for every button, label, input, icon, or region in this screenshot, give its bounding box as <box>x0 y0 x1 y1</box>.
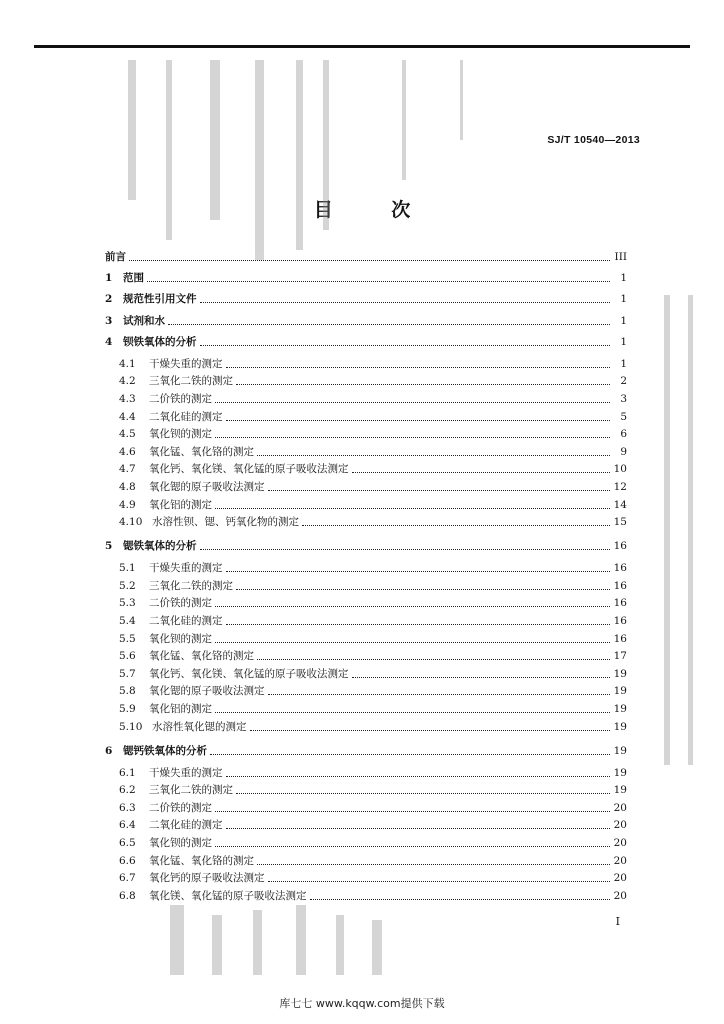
toc-entry-number: 6.4 <box>119 819 136 832</box>
toc-entry-page: 19 <box>613 784 627 797</box>
toc-entry-title: 干燥失重的测定 <box>149 766 223 779</box>
toc-dot-leader <box>257 864 610 865</box>
toc-dot-leader <box>200 549 611 550</box>
toc-entry-title: 二氧化硅的测定 <box>149 615 223 627</box>
toc-section-entry[interactable] <box>119 496 627 512</box>
toc-entry-title: 氧化锰、氧化铬的测定 <box>149 650 254 663</box>
toc-entry-page: 20 <box>613 889 627 902</box>
toc-dot-leader <box>268 881 611 882</box>
toc-entry-number: 3 <box>105 314 113 327</box>
toc-entry-title: 氧化锰、氧化铬的测定 <box>149 854 254 867</box>
toc-entry-page: 3 <box>620 393 627 405</box>
toc-entry-title: 二氧化硅的测定 <box>149 410 223 423</box>
toc-section-entry[interactable] <box>119 700 627 716</box>
toc-dot-leader <box>226 624 611 625</box>
toc-entry-number: 4.9 <box>119 498 136 511</box>
toc-dot-leader <box>215 606 610 607</box>
toc-section-entry[interactable] <box>119 372 627 388</box>
toc-entry-number: 5.1 <box>119 562 136 575</box>
toc-section-entry[interactable] <box>119 665 627 681</box>
toc-chapter-entry[interactable] <box>105 742 627 758</box>
toc-entry-number: 6.3 <box>119 801 136 814</box>
toc-dot-leader <box>226 776 611 777</box>
toc-entry-title: 干燥失重的测定 <box>149 357 223 370</box>
toc-dot-leader <box>310 899 611 900</box>
toc-entry-title: 二价铁的测定 <box>149 801 212 814</box>
toc-entry-page: 19 <box>613 720 627 733</box>
toc-dot-leader <box>215 642 610 643</box>
toc-entry-page: 1 <box>620 293 627 306</box>
toc-dot-leader <box>147 281 610 282</box>
toc-entry-page: 20 <box>613 872 627 885</box>
toc-dot-leader <box>226 420 611 421</box>
toc-dot-leader <box>215 811 610 812</box>
toc-entry-title: 水溶性钡、锶、钙氧化物的测定 <box>152 516 299 529</box>
top-rule <box>34 45 690 48</box>
toc-entry-page: 1 <box>620 272 627 285</box>
toc-chapter-entry[interactable] <box>105 248 627 264</box>
toc-entry-title: 二氧化硅的测定 <box>149 819 223 832</box>
toc-entry-number: 4 <box>105 335 113 348</box>
toc-chapter-entry[interactable] <box>105 290 627 306</box>
toc-section-entry[interactable] <box>119 594 627 610</box>
toc-section-entry[interactable] <box>119 443 627 459</box>
toc-dot-leader <box>257 659 610 660</box>
toc-entry-title: 氧化钡的测定 <box>149 632 212 645</box>
toc-entry-page: 16 <box>613 632 627 645</box>
toc-entry-title: 氧化铝的测定 <box>149 498 212 511</box>
toc-dot-leader <box>215 712 610 713</box>
toc-entry-number: 4.5 <box>119 428 136 441</box>
toc-entry-title: 氧化锶的原子吸收法测定 <box>149 685 265 698</box>
toc-entry-title: 氧化钙的原子吸收法测定 <box>149 872 265 885</box>
toc-entry-number: 6.8 <box>119 889 136 902</box>
toc-section-entry[interactable] <box>119 630 627 646</box>
toc-dot-leader <box>268 694 611 695</box>
toc-entry-page: 16 <box>613 579 627 592</box>
toc-dot-leader <box>215 846 610 847</box>
toc-dot-leader <box>168 324 610 325</box>
toc-entry-title: 试剂和水 <box>123 314 165 327</box>
toc-entry-page: 16 <box>613 562 627 575</box>
toc-entry-page: 20 <box>613 819 627 832</box>
toc-entry-number: 6.5 <box>119 837 136 849</box>
toc-entry-page: 10 <box>613 463 627 476</box>
toc-entry-number: 6 <box>105 744 113 757</box>
toc-entry-page: 1 <box>620 314 627 327</box>
toc-entry-number: 4.10 <box>119 516 143 529</box>
toc-entry-number: 5 <box>105 540 113 553</box>
toc-dot-leader <box>236 793 610 794</box>
toc-section-entry[interactable] <box>119 647 627 663</box>
toc-entry-number: 5.6 <box>119 650 136 663</box>
toc-section-entry[interactable] <box>119 816 627 832</box>
toc-entry-number: 5.8 <box>119 685 136 698</box>
toc-dot-leader <box>268 490 611 491</box>
toc-entry-number: 1 <box>105 272 113 285</box>
toc-entry-page: 20 <box>613 837 627 849</box>
toc-entry-number: 5.10 <box>119 720 143 733</box>
toc-entry-page: 1 <box>620 335 627 348</box>
toc-entry-number: 5.4 <box>119 615 136 627</box>
toc-entry-number: 4.8 <box>119 481 136 493</box>
toc-entry-title: 氧化镁、氧化锰的原子吸收法测定 <box>149 889 307 902</box>
footer-download-note: 库七七 www.kqqw.com提供下载 <box>279 997 445 1010</box>
toc-entry-title: 钡铁氧体的分析 <box>123 335 197 348</box>
toc-section-entry[interactable] <box>119 559 627 575</box>
toc-entry-page: 12 <box>613 481 627 493</box>
toc-entry-page: 16 <box>613 615 627 627</box>
toc-dot-leader <box>215 437 610 438</box>
toc-entry-number: 4.1 <box>119 357 136 370</box>
toc-dot-leader <box>302 525 610 526</box>
toc-entry-page: 1 <box>620 357 627 370</box>
standard-code: SJ/T 10540—2013 <box>547 134 640 146</box>
toc-section-entry[interactable] <box>119 887 627 903</box>
toc-section-entry[interactable] <box>119 718 627 734</box>
toc-entry-page: 20 <box>613 854 627 867</box>
toc-entry-number: 2 <box>105 293 113 306</box>
toc-section-entry[interactable] <box>119 852 627 868</box>
toc-entry-title: 氧化钙、氧化镁、氧化锰的原子吸收法测定 <box>149 667 349 680</box>
toc-dot-leader <box>200 302 611 303</box>
toc-entry-title: 水溶性氧化锶的测定 <box>152 720 247 733</box>
toc-entry-page: 2 <box>620 375 627 388</box>
toc-entry-title: 前言 <box>105 251 126 263</box>
toc-section-entry[interactable] <box>119 764 627 780</box>
toc-dot-leader <box>250 730 611 731</box>
toc-entry-number: 4.7 <box>119 463 136 476</box>
toc-entry-number: 4.6 <box>119 445 136 458</box>
toc-entry-page: 16 <box>613 597 627 610</box>
toc-entry-title: 氧化钡的测定 <box>149 837 212 849</box>
toc-section-entry[interactable] <box>119 781 627 797</box>
toc-entry-page: 19 <box>613 685 627 698</box>
toc-entry-title: 氧化锶的原子吸收法测定 <box>149 481 265 493</box>
toc-title: 目 次 <box>313 199 437 221</box>
toc-entry-number: 6.2 <box>119 784 136 797</box>
page-number: I <box>615 915 620 928</box>
toc-dot-leader <box>226 571 611 572</box>
toc-entry-number: 4.2 <box>119 375 136 388</box>
toc-entry-number: 4.4 <box>119 410 136 423</box>
toc-dot-leader <box>257 455 610 456</box>
toc-section-entry[interactable] <box>119 869 627 885</box>
toc-entry-page: 20 <box>613 801 627 814</box>
toc-entry-number: 5.5 <box>119 632 136 645</box>
toc-section-entry[interactable] <box>119 577 627 593</box>
toc-entry-title: 氧化钙、氧化镁、氧化锰的原子吸收法测定 <box>149 463 349 476</box>
toc-entry-title: 氧化锰、氧化铬的测定 <box>149 445 254 458</box>
toc-entry-title: 三氧化二铁的测定 <box>149 375 233 388</box>
toc-entry-page: 6 <box>620 428 627 441</box>
toc-entry-title: 规范性引用文件 <box>123 293 197 306</box>
toc-entry-number: 6.7 <box>119 872 136 885</box>
toc-entry-title: 氧化钡的测定 <box>149 428 212 441</box>
toc-entry-title: 三氧化二铁的测定 <box>149 784 233 797</box>
toc-section-entry[interactable] <box>119 513 627 529</box>
toc-dot-leader <box>352 677 611 678</box>
toc-entry-title: 氧化铝的测定 <box>149 703 212 715</box>
toc-entry-title: 三氧化二铁的测定 <box>149 579 233 592</box>
toc-chapter-entry[interactable] <box>105 333 627 349</box>
toc-chapter-entry[interactable] <box>105 537 627 553</box>
toc-section-entry[interactable] <box>119 682 627 698</box>
toc-entry-page: 9 <box>620 445 627 458</box>
toc-entry-title: 锶钙铁氧体的分析 <box>123 744 207 757</box>
toc-entry-title: 二价铁的测定 <box>149 393 212 405</box>
toc-dot-leader <box>226 367 611 368</box>
toc-entry-title: 锶铁氧体的分析 <box>123 540 197 553</box>
toc-dot-leader <box>352 472 611 473</box>
toc-section-entry[interactable] <box>119 408 627 424</box>
toc-section-entry[interactable] <box>119 355 627 371</box>
toc-dot-leader <box>236 589 610 590</box>
toc-entry-number: 5.3 <box>119 597 136 610</box>
toc-entry-page: 19 <box>613 703 627 715</box>
toc-entry-page: 15 <box>613 516 627 529</box>
toc-chapter-entry[interactable] <box>105 312 627 328</box>
toc-section-entry[interactable] <box>119 390 627 406</box>
toc-dot-leader <box>215 402 610 403</box>
toc-entry-page: 5 <box>620 410 627 423</box>
toc-section-entry[interactable] <box>119 460 627 476</box>
toc-section-entry[interactable] <box>119 425 627 441</box>
toc-entry-number: 5.7 <box>119 667 136 680</box>
toc-dot-leader <box>210 754 610 755</box>
toc-entry-page: 14 <box>613 498 627 511</box>
toc-chapter-entry[interactable] <box>105 269 627 285</box>
toc-entry-title: 范围 <box>123 272 144 285</box>
toc-entry-page: 16 <box>613 540 627 553</box>
toc-entry-page: 17 <box>613 650 627 663</box>
toc-dot-leader <box>129 260 610 261</box>
toc-section-entry[interactable] <box>119 612 627 628</box>
toc-dot-leader <box>236 384 610 385</box>
toc-entry-number: 6.6 <box>119 854 136 867</box>
toc-dot-leader <box>215 508 610 509</box>
toc-section-entry[interactable] <box>119 478 627 494</box>
toc-dot-leader <box>226 828 611 829</box>
toc-entry-number: 4.3 <box>119 393 136 405</box>
toc-entry-title: 二价铁的测定 <box>149 597 212 610</box>
toc-section-entry[interactable] <box>119 799 627 815</box>
toc-entry-page: 19 <box>613 667 627 680</box>
toc-dot-leader <box>200 345 611 346</box>
toc-entry-title: 干燥失重的测定 <box>149 562 223 575</box>
toc-entry-page: III <box>614 251 627 263</box>
toc-entry-number: 6.1 <box>119 766 136 779</box>
toc-section-entry[interactable] <box>119 834 627 850</box>
toc-entry-number: 5.2 <box>119 579 136 592</box>
toc-entry-page: 19 <box>613 766 627 779</box>
toc-entry-number: 5.9 <box>119 703 136 715</box>
toc-entry-page: 19 <box>613 744 627 757</box>
